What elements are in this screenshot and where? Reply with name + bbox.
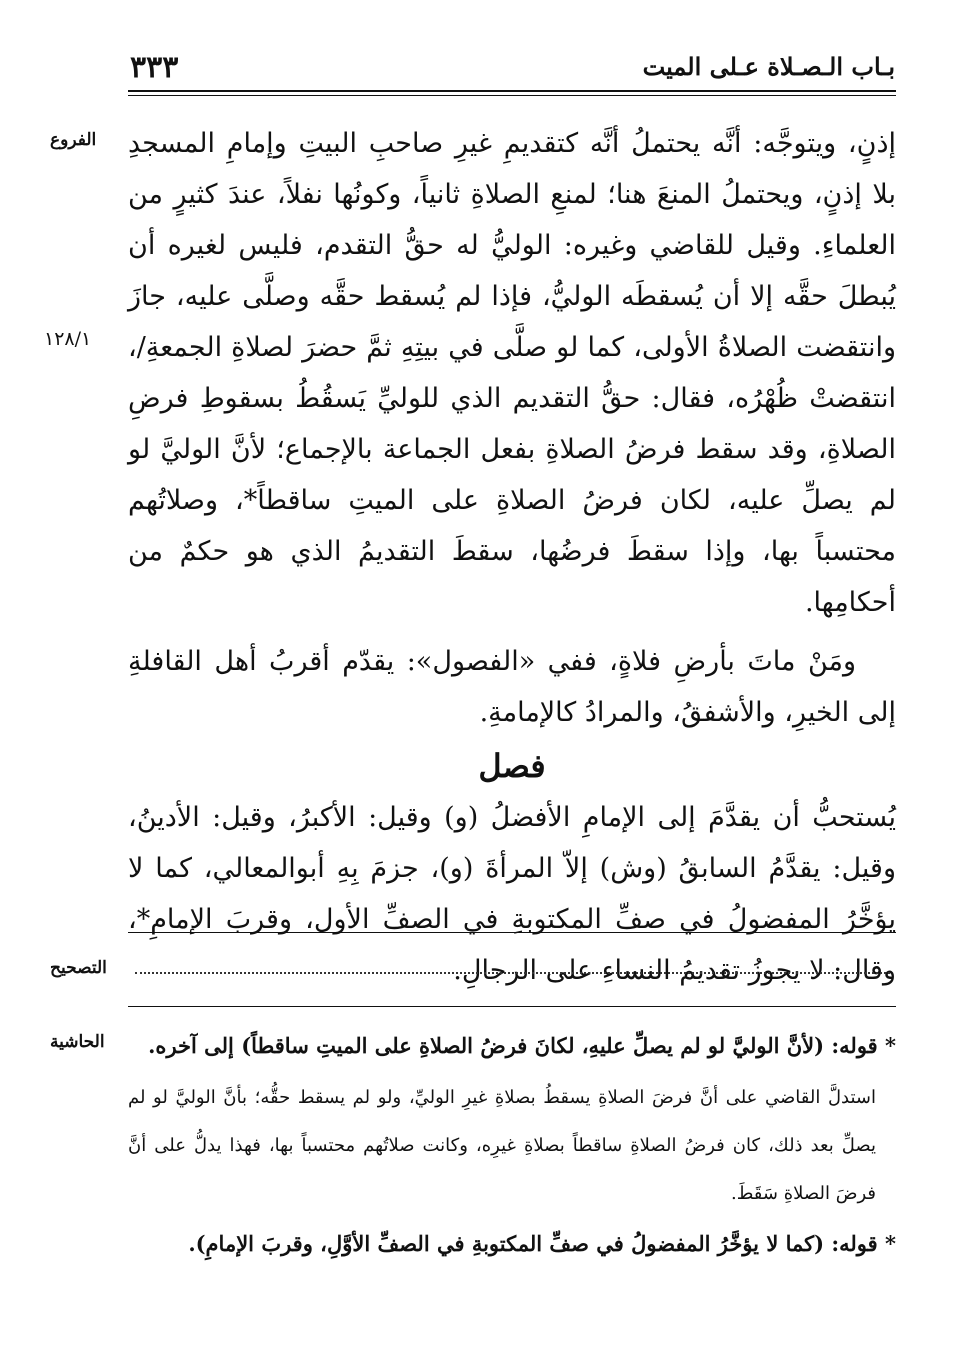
- margin-label-hashiya: الحاشية: [50, 1032, 105, 1052]
- main-text: [128, 118, 896, 996]
- main-paragraph-1: إذنٍ، ويتوجَّه: أنَّه يحتملُ أنَّه كتقديمِ غيرِ صاحبِ البيتِ وإمامِ المسجدِ بلا إذنٍ، ويحتملُ المنعَ هنا؛ لمنعِ الصلاةِ ثانياً، وكونُها نفلاً، عندَ كثيرٍ من العلماءِ. وقيل للقاضي وغيره: الوليُّ له حقُّ التقدم، فليس لغيره أن يُبطلَ حقَّه إلا أن يُسقطَه الوليُّ، فإذا لم يُسقط حقَّه وصلَّى عليه، جازَ وانتقضت الصلاةُ الأولى، كما لو صلَّى في بيتِهِ ثمَّ حضرَ لصلاةِ الجمعةِ/، انتقضتْ ظُهْرُه، فقال: حقُّ التقديم الذي للوليِّ يَسقُطُ بسقوطِ فرضِ الصلاةِ، وقد سقط فرضُ الصلاةِ بفعل الجماعة بالإجماع؛ لأنَّ الوليَّ لو لم يصلِّ عليه، لكان فرضُ الصلاةِ على الميتِ ساقطاً*، وصلاتُهم محتسباً بها، وإذا سقطَ فرضُها، سقطَ التقديمُ الذي هو حكمٌ من أحكامِها.: [128, 128, 896, 618]
- section-title: فصل: [478, 747, 546, 785]
- tashih-dotted-line: [135, 972, 890, 974]
- header-rule: [128, 90, 896, 96]
- main-paragraph-2: ومَنْ ماتَ بأرضِ فلاةٍ، ففي «الفصول»: يقدّم أقربُ أهل القافلةِ إلى الخيرِ، والأشفقُ، والمرادُ كالإمامةِ.: [128, 646, 896, 728]
- rule-below-tashih: [128, 1006, 896, 1007]
- page-number: ٣٣٣: [130, 50, 179, 85]
- note-1-heading: * قوله: (لأنَّ الوليَّ لو لم يصلِّ عليهِ، لكانَ فرضُ الصلاةِ على الميتِ ساقطاً) إلى آخره.: [148, 1033, 896, 1058]
- note-1-body: استدلَّ القاضي على أنَّ فرضَ الصلاةِ يسقطُ بصلاةِ غيرِ الوليِّ، ولو لم يسقط حقُّه؛ بأنَّ الوليَّ لو لم يصلِّ بعد ذلك، كان فرضُ الصلاةِ ساقطاً بصلاةِ غيرِه، وكانت صلاتُهم محتسباً بها، فهذا يدلُّ على أنَّ فرضَ الصلاةِ سَقَطَ.: [128, 1087, 876, 1204]
- margin-volume-ref: ١٢٨/١: [44, 328, 92, 350]
- margin-label-tashih: التصحيح: [50, 958, 107, 978]
- rule-above-tashih: [128, 932, 896, 933]
- footnotes: [128, 1026, 896, 1264]
- margin-label-furu: الفروع: [50, 130, 97, 150]
- section-paragraph: يُستحبُّ أن يقدَّمَ إلى الإمامِ الأفضلُ (و) وقيل: الأكبرُ، وقيل: الأدينُ، وقيل: يقدَّمُ السابقُ (وش) إلاّ المرأةَ (و)، جزمَ بِهِ أبوالمعالي، كما لا يؤخَّرُ المفضولُ في صفِّ المكتوبةِ في الصفِّ الأول، وقربَ الإمامِ*، وقال: لا يجوزُ تقديمُ النساءِ على الرجالِ.: [128, 802, 896, 986]
- running-title: بـاب الـصـلاة عـلى الميت: [642, 52, 895, 81]
- note-2-heading: * قوله: (كما لا يؤخَّرُ المفضولُ في صفِّ المكتوبةِ في الصفِّ الأوَّلِ، وقربَ الإمامِ).: [188, 1231, 896, 1256]
